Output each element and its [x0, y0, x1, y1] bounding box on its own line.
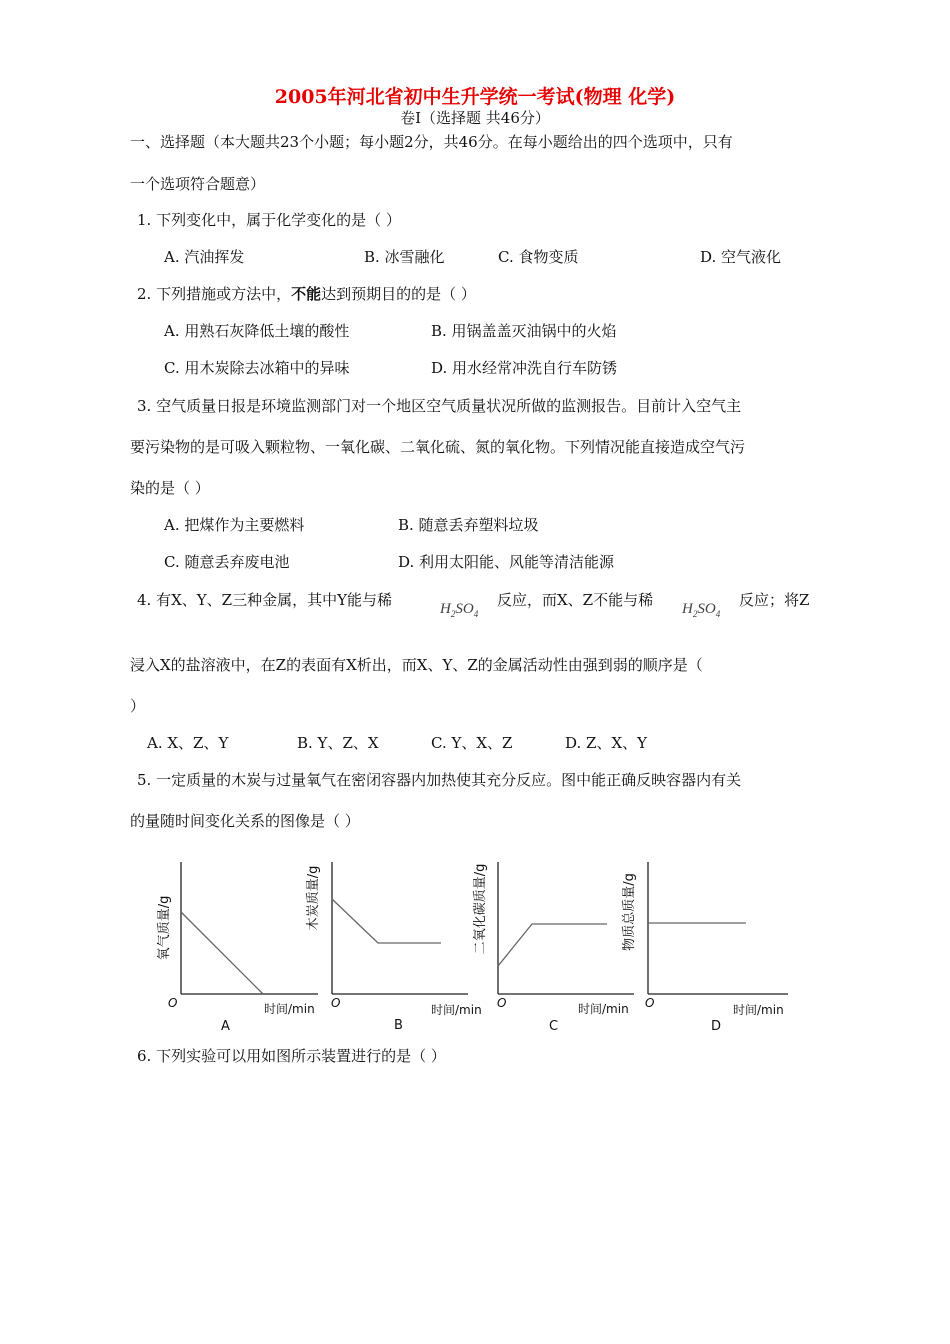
- graph-a-curve: [181, 912, 263, 994]
- q1-option-d: D. 空气液化: [700, 248, 782, 266]
- graph-b-curve: [332, 899, 441, 943]
- exam-title: 2005年河北省初中生升学统一考试(物理 化学): [274, 86, 676, 108]
- q4-stem-part3: 反应；将Z: [739, 591, 810, 609]
- q4-option-d: D. Z、X、Y: [565, 734, 648, 752]
- q1-stem: 1. 下列变化中，属于化学变化的是（ ）: [137, 211, 401, 229]
- graph-a-letter: A: [221, 1019, 230, 1034]
- q2-stem-post: 达到预期目的的是（ ）: [321, 285, 476, 303]
- q4-option-c: C. Y、X、Z: [431, 734, 513, 752]
- graph-a-xlabel: 时间/min: [264, 1002, 315, 1016]
- graph-b-origin: O: [331, 996, 341, 1010]
- graph-a: [181, 862, 318, 994]
- q3-option-d: D. 利用太阳能、风能等清洁能源: [398, 553, 615, 571]
- graph-c: [498, 862, 634, 994]
- q2-option-c: C. 用木炭除去冰箱中的异味: [164, 359, 350, 377]
- graph-c-origin: O: [497, 996, 507, 1010]
- paper-subtitle: 卷Ⅰ（选择题 共46分）: [400, 109, 550, 127]
- q5-stem-line1: 5. 一定质量的木炭与过量氧气在密闭容器内加热使其充分反应。图中能正确反映容器内有关: [137, 771, 742, 789]
- section-instructions-line2: 一个选项符合题意）: [130, 175, 266, 193]
- q4-option-a: A. X、Z、Y: [147, 734, 229, 752]
- q6-stem: 6. 下列实验可以用如图所示装置进行的是（ ）: [137, 1047, 446, 1065]
- q4-formula-h2so4-1: $H_2SO_4$: [440, 601, 479, 619]
- graph-a-origin: O: [168, 996, 178, 1010]
- q4-stem-part1: 4. 有X、Y、Z三种金属，其中Y能与稀: [137, 591, 392, 609]
- q3-stem-line3: 染的是（ ）: [130, 479, 210, 497]
- graph-d: [648, 862, 788, 994]
- q3-stem-line2: 要污染物的是可吸入颗粒物、一氧化碳、二氧化硫、氮的氧化物。下列情况能直接造成空气污: [130, 438, 746, 456]
- q1-option-c: C. 食物变质: [498, 248, 579, 266]
- q4-stem-line3: ）: [130, 697, 146, 715]
- q3-option-c: C. 随意丢弃废电池: [164, 553, 290, 571]
- graph-d-origin: O: [645, 996, 655, 1010]
- q2-stem-pre: 2. 下列措施或方法中，: [137, 285, 292, 303]
- q4-option-b: B. Y、Z、X: [297, 734, 379, 752]
- graph-b: [332, 862, 468, 994]
- graph-c-xlabel: 时间/min: [578, 1002, 629, 1016]
- graph-a-ylabel: 氧气质量/g: [157, 895, 172, 961]
- graph-c-curve: [498, 924, 607, 966]
- section-instructions-line1: 一、选择题（本大题共23个小题；每小题2分，共46分。在每小题给出的四个选项中，只有: [130, 133, 733, 151]
- q2-option-b: B. 用锅盖盖灭油锅中的火焰: [431, 322, 617, 340]
- q4-stem-line2: 浸入X的盐溶液中，在Z的表面有X析出，而X、Y、Z的金属活动性由强到弱的顺序是（: [130, 656, 703, 674]
- q2-option-a: A. 用熟石灰降低土壤的酸性: [164, 322, 350, 340]
- q5-stem-line2: 的量随时间变化关系的图像是（ ）: [130, 812, 360, 830]
- q2-option-d: D. 用水经常冲洗自行车防锈: [431, 359, 618, 377]
- q3-option-b: B. 随意丢弃塑料垃圾: [398, 516, 539, 534]
- graph-d-ylabel: 物质总质量/g: [622, 873, 637, 951]
- graph-c-ylabel: 二氧化碳质量/g: [473, 863, 488, 955]
- graph-b-ylabel: 木炭质量/g: [306, 865, 321, 931]
- q1-option-b: B. 冰雪融化: [364, 248, 445, 266]
- q4-stem-part2: 反应，而X、Z不能与稀: [497, 591, 654, 609]
- q3-option-a: A. 把煤作为主要燃料: [164, 516, 305, 534]
- q3-stem-line1: 3. 空气质量日报是环境监测部门对一个地区空气质量状况所做的监测报告。目前计入空气主: [137, 397, 742, 415]
- graph-b-letter: B: [394, 1018, 403, 1033]
- graph-b-xlabel: 时间/min: [431, 1003, 482, 1017]
- graph-c-letter: C: [549, 1019, 559, 1034]
- graph-d-letter: D: [711, 1019, 722, 1034]
- q2-stem-emphasis: 不能: [291, 285, 322, 303]
- q1-option-a: A. 汽油挥发: [164, 248, 245, 266]
- graph-d-xlabel: 时间/min: [733, 1003, 784, 1017]
- q4-formula-h2so4-2: $H_2SO_4$: [682, 601, 721, 619]
